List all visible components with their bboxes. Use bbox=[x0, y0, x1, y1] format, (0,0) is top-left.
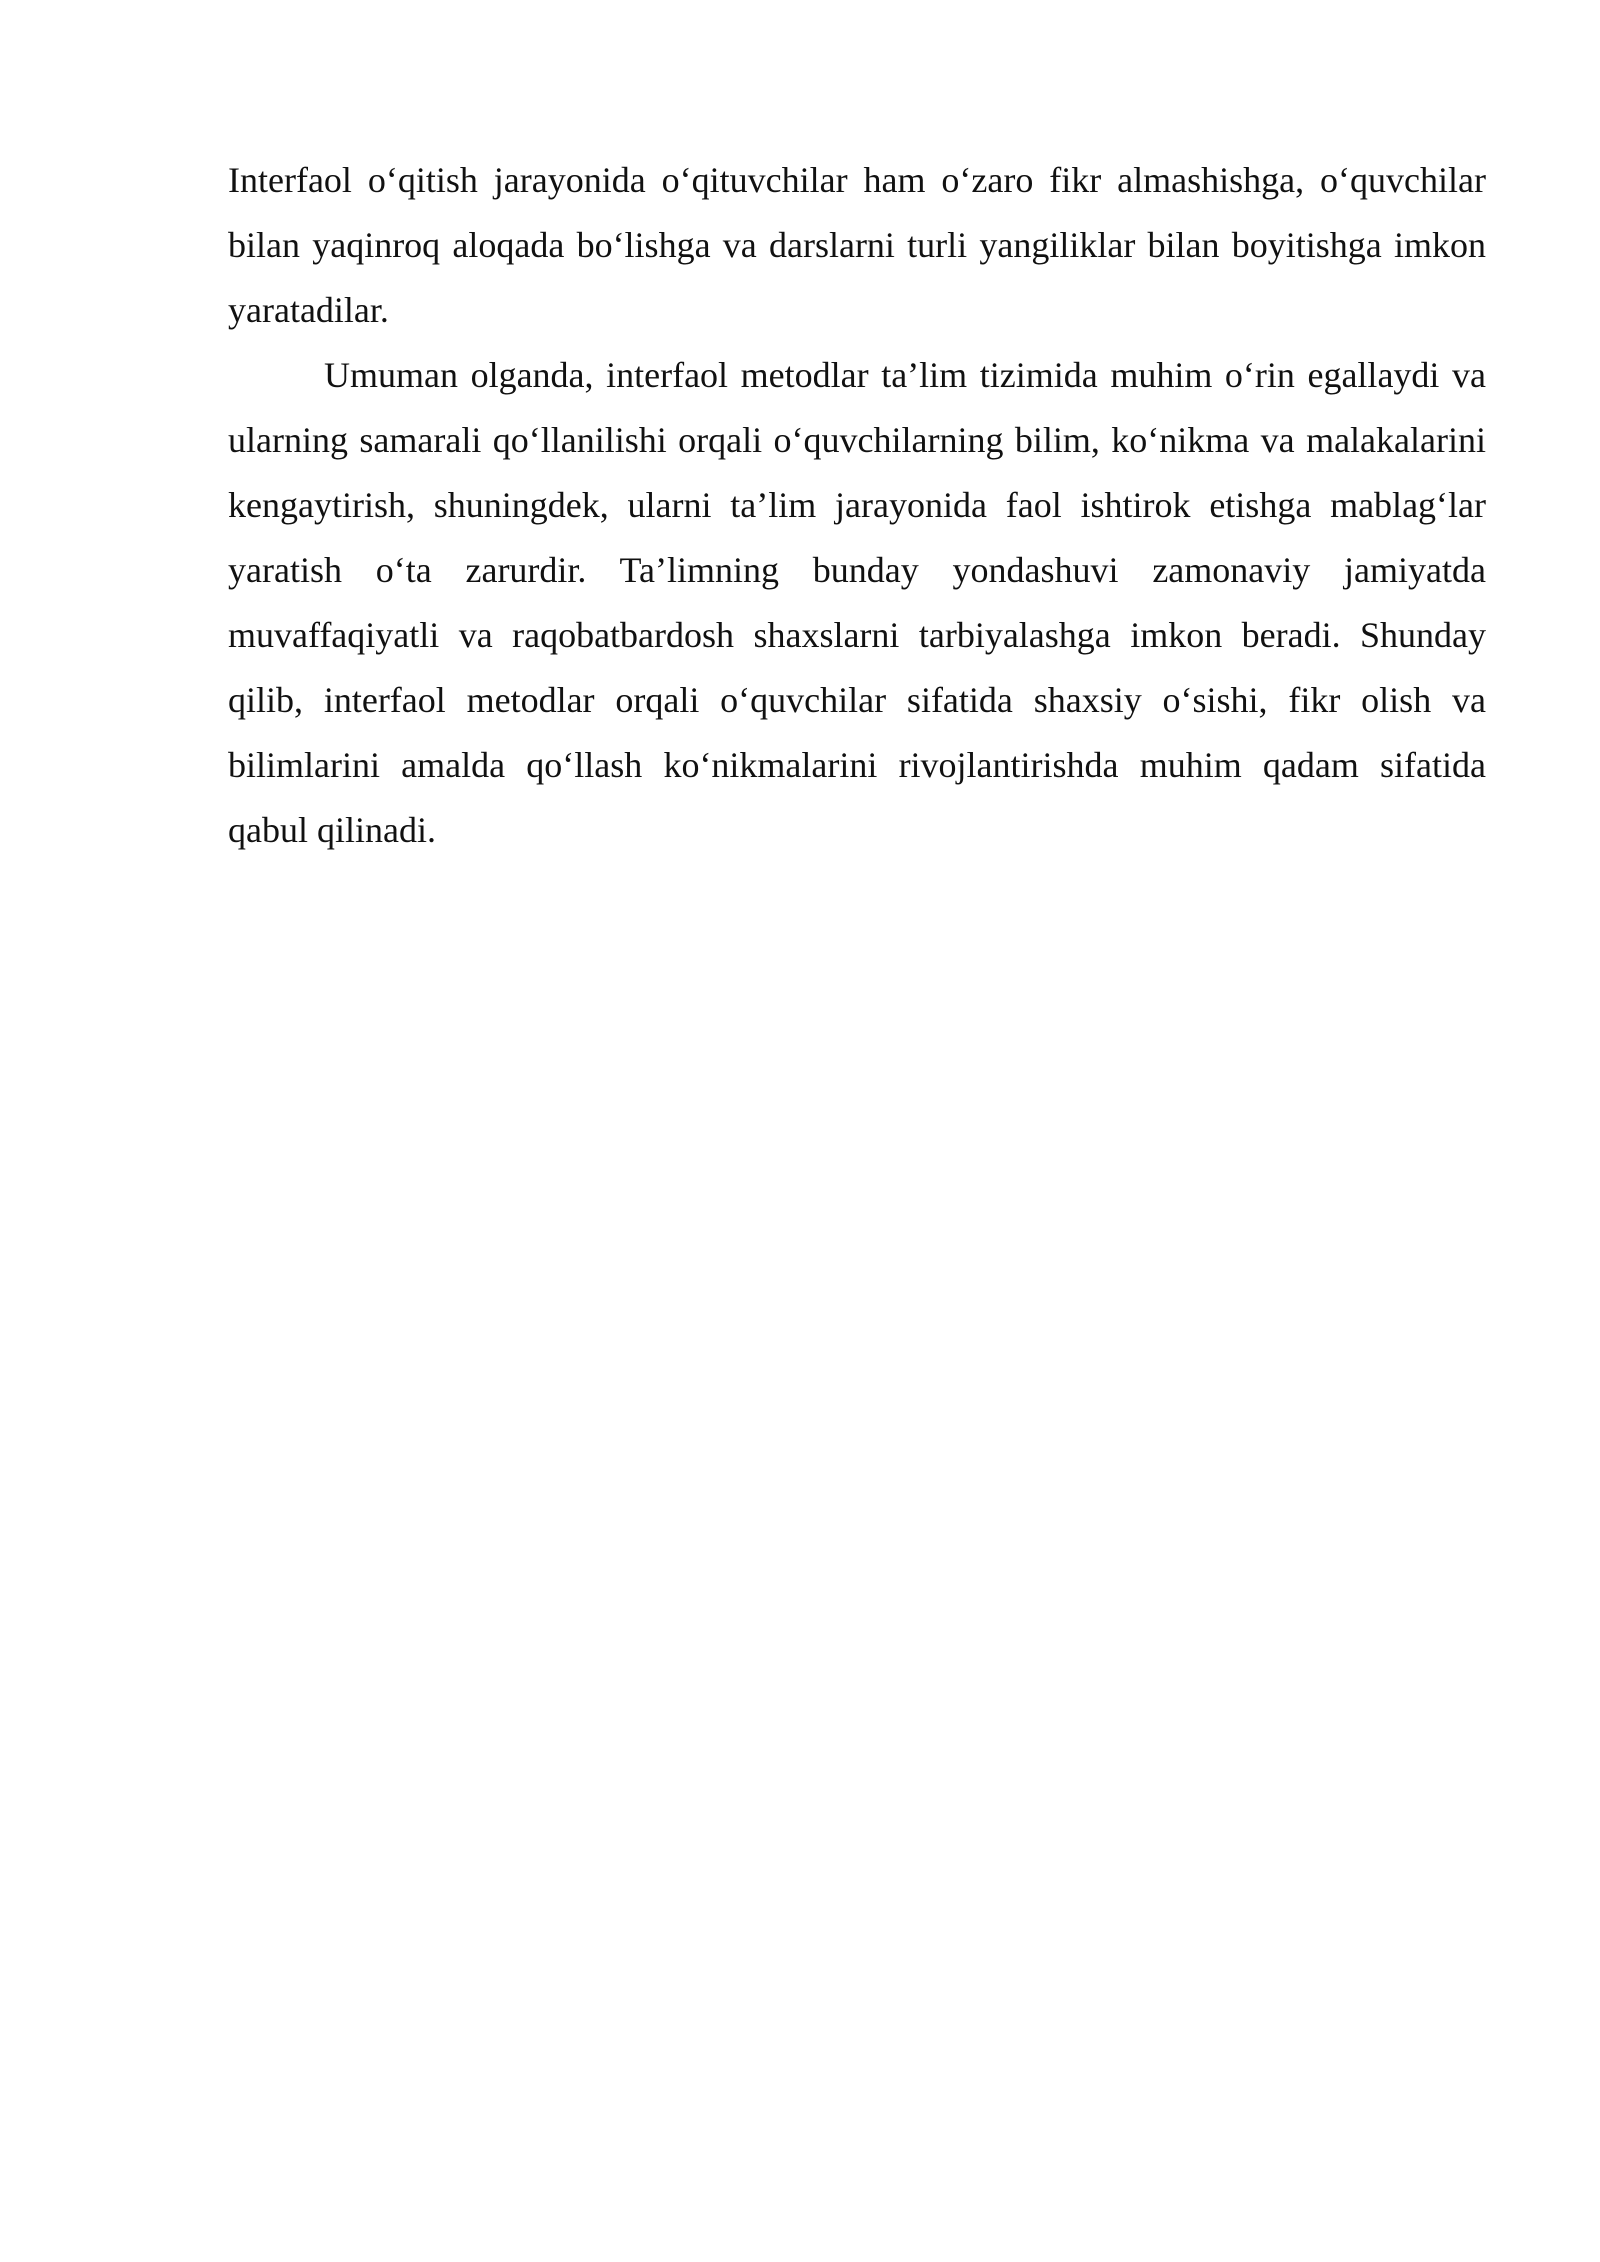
body-text bbox=[228, 148, 1486, 863]
paragraph-continuation: Interfaol o‘qitish jarayonida o‘qituvchilar ham o‘zaro fikr almashishga, o‘quvchilar bilan yaqinroq aloqada bo‘lishga va darslarni turli yangiliklar bilan boyitishga imkon yaratadilar. bbox=[228, 160, 1486, 330]
paragraph-conclusion: Umuman olganda, interfaol metodlar ta’lim tizimida muhim o‘rin egallaydi va ularning samarali qo‘llanilishi orqali o‘quvchilarning bilim, ko‘nikma va malakalarini kengaytirish, shuningdek, ularni ta’lim jarayonida faol ishtirok etishga mablag‘lar yaratish o‘ta zarurdir. Ta’limning bunday yondashuvi zamonaviy jamiyatda muvaffaqiyatli va raqobatbardosh shaxslarni tarbiyalashga imkon beradi. Shunday qilib, interfaol metodlar orqali o‘quvchilar sifatida shaxsiy o‘sishi, fikr olish va bilimlarini amalda qo‘llash ko‘nikmalarini rivojlantirishda muhim qadam sifatida qabul qilinadi. bbox=[228, 355, 1486, 850]
